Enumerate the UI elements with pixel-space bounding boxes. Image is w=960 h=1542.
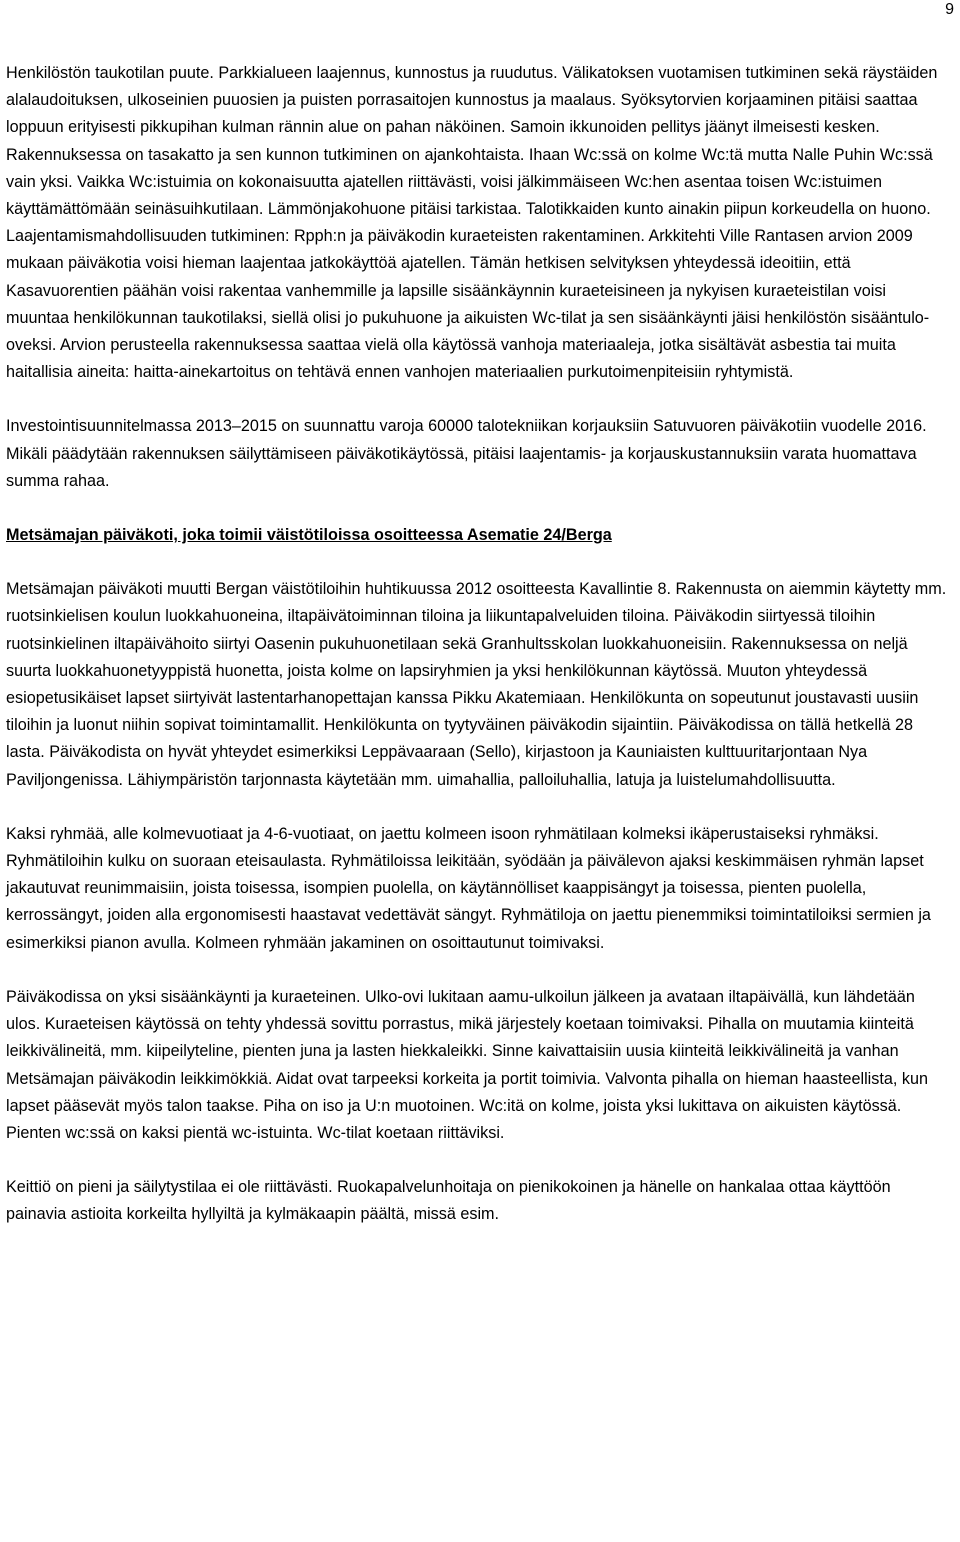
page-number: 9	[945, 1, 954, 18]
paragraph-building-repairs: Henkilöstön taukotilan puute. Parkkialueen laajennus, kunnostus ja ruudutus. Välikatoksen vuotamisen tutkiminen sekä räystäiden alalaudoituksen, ulkoseinien puuosien ja puisten porrasaitojen kunnostus ja maalaus. Syöksytorvien korjaaminen pitäisi saattaa loppuun erityisesti pikkupihan kulman rännin alue on pahan näköinen. Samoin ikkunoiden pellitys jäänyt ilmeisesti kesken. Rakennuksessa on tasakatto ja sen kunnon tutkiminen on ajankohtaista. Ihaan Wc:ssä on kolme Wc:tä mutta Nalle Puhin Wc:ssä vain yksi. Vaikka Wc:istuimia on kokonaisuutta ajatellen riittävästi, voisi jälkimmäiseen Wc:hen asentaa toisen Wc:istuimen käyttämättömään seinäsuihkutilaan. Lämmönjakohuone pitäisi tarkistaa. Talotikkaiden kunto ainakin piipun korkeudella on huono. Laajentamismahdollisuuden tutkiminen: Rpph:n ja päiväkodin kuraeteisten rakentaminen. Arkkitehti Ville Rantasen arvion 2009 mukaan päiväkotia voisi hieman laajentaa jatkokäyttöä ajatellen. Tämän hetkisen selvityksen yhteydessä ideoitiin, että Kasavuorentien päähän voisi rakentaa vanhemmille ja lapsille sisäänkäynnin kuraeteisineen ja nykyisen kuraeteistilan voisi muuntaa henkilökunnan taukotilaksi, siellä olisi jo pukuhuone ja aikuisten Wc-tilat ja sen sisäänkäynti jäisi henkilöstön sisääntulo-oveksi. Arvion perusteella rakennuksessa saattaa vielä olla käytössä vanhoja materiaaleja, jotka sisältävät asbestia tai muita haitallisia aineita: haitta-ainekartoitus on tehtävä ennen vanhojen materiaalien purkutoimenpiteisiin ryhtymistä.	[6, 64, 938, 382]
paragraph-entrance-yard: Päiväkodissa on yksi sisäänkäynti ja kuraeteinen. Ulko-ovi lukitaan aamu-ulkoilun jälkeen ja avataan iltapäivällä, kun lähdetään ulos. Kuraeteisen käytössä on tehty yhdessä sovittu porrastus, mikä järjestely koetaan toimivaksi. Pihalla on muutamia kiinteitä leikkivälineitä, mm. kiipeilyteline, pienten juna ja lasten hiekkaleikki. Sinne kaivattaisiin uusia kiinteitä leikkivälineitä ja vanhan Metsämajan päiväkodin leikkimökkiä. Aidat ovat tarpeeksi korkeita ja portit toimivia. Valvonta pihalla on hieman haasteellista, kun lapset pääsevät myös talon taakse. Piha on iso ja U:n muotoinen. Wc:itä on kolme, joista yksi lukittava on aikuisten käytössä. Pienten wc:ssä on kaksi pientä wc-istuinta. Wc-tilat koetaan riittäviksi.	[6, 987, 928, 1142]
paragraph-metsamaja-intro: Metsämajan päiväkoti muutti Bergan väistötiloihin huhtikuussa 2012 osoitteesta Kavallintie 8. Rakennusta on aiemmin käytetty mm. ruotsinkielisen koulun luokkahuoneina, iltapäivätoiminnan tiloina ja liikuntapalveluiden tiloina. Päiväkodin siirtyessä tiloihin ruotsinkielinen iltapäivähoito siirtyi Oasenin pukuhuonetilaan sekä Granhultsskolan luokkahuoneisiin. Rakennuksessa on neljä suurta luokkahuonetyyppistä huonetta, joista kolme on lapsiryhmien ja yksi henkilökunnan käytössä. Muuton yhteydessä esiopetusikäiset lapset siirtyivät lastentarhanopettajan kanssa Pikku Akatemiaan. Henkilökunta on sopeutunut joustavasti uusiin tiloihin ja luonut niihin sopivat toimintamallit. Henkilökunta on tyytyväinen päiväkodin sijaintiin. Päiväkodissa on tällä hetkellä 28 lasta. Päiväkodista on hyvät yhteydet esimerkiksi Leppävaaraan (Sello), kirjastoon ja Kauniaisten kulttuuritarjontaan Nya Paviljongenissa. Lähiympäristön tarjonnasta käytetään mm. uimahallia, palloiluhallia, latuja ja luistelumahdollisuutta.	[6, 580, 947, 789]
document-body	[6, 60, 952, 1256]
paragraph-investment-plan: Investointisuunnitelmassa 2013–2015 on suunnattu varoja 60000 talotekniikan korjauksiin Satuvuoren päiväkotiin vuodelle 2016. Mikäli päädytään rakennuksen säilyttämiseen päiväkotikäytössä, pitäisi laajentamis- ja korjauskustannuksiin varata huomattava summa rahaa.	[6, 417, 927, 490]
paragraph-kitchen: Keittiö on pieni ja säilytystilaa ei ole riittävästi. Ruokapalvelunhoitaja on pienikokoinen ja hänelle on hankalaa ottaa käyttöön painavia astioita korkeilta hyllyiltä ja kylmäkaapin päältä, missä esim.	[6, 1178, 891, 1224]
paragraph-groups: Kaksi ryhmää, alle kolmevuotiaat ja 4-6-vuotiaat, on jaettu kolmeen isoon ryhmätilaan kolmeksi ikäperustaiseksi ryhmäksi. Ryhmätiloihin kulku on suoraan eteisaulasta. Ryhmätiloissa leikitään, syödään ja päivälevon ajaksi keskimmäisen ryhmän lapset jakautuvat reunimmaisiin, joista toisessa, isompien puolella, on käytännölliset kaappisängyt ja toisessa, pienten puolella, kerrossängyt, joiden alla ergonomisesti haastavat vedettävät sängyt. Ryhmätiloja on jaettu pienemmiksi toimintatiloiksi sermien ja esimerkiksi pianon avulla. Kolmeen ryhmään jakaminen on osoittautunut toimivaksi.	[6, 824, 931, 952]
section-heading-metsamaja: Metsämajan päiväkoti, joka toimii väistötiloissa osoitteessa Asematie 24/Berga	[6, 526, 612, 545]
